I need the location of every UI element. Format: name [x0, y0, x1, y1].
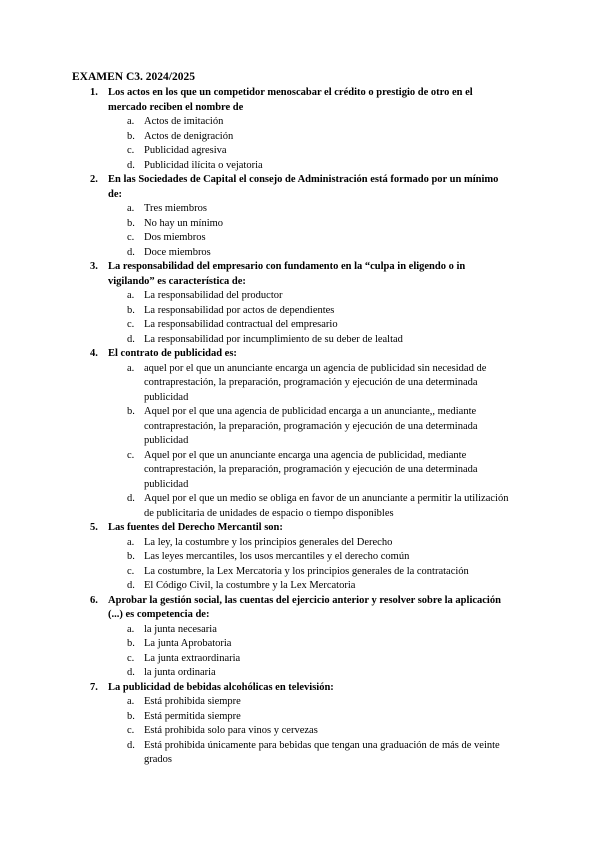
answer-options	[0, 536, 600, 594]
question-text: Las fuentes del Derecho Mercantil son:	[108, 522, 283, 533]
option-text: Publicidad ilícita o vejatoria	[144, 159, 263, 171]
question-number: 6.	[90, 594, 98, 606]
option-text: La responsabilidad por actos de dependientes	[144, 304, 335, 316]
answer-option	[0, 217, 600, 232]
answer-option	[0, 318, 600, 333]
question-list	[0, 86, 600, 768]
option-text: No hay un mínimo	[144, 217, 224, 229]
option-text: Está permitida siempre	[144, 710, 241, 722]
option-letter: a.	[127, 623, 135, 635]
option-letter: c.	[127, 652, 135, 664]
option-letter: d.	[127, 159, 135, 171]
answer-option	[0, 289, 600, 304]
answer-option	[0, 333, 600, 348]
option-text: Tres miembros	[144, 203, 207, 214]
question-number: 7.	[90, 681, 98, 693]
option-letter: d.	[127, 739, 135, 751]
option-text: Doce miembros	[144, 246, 211, 258]
question-number: 5.	[90, 522, 98, 533]
answer-option	[0, 449, 600, 493]
answer-option	[0, 246, 600, 261]
answer-option	[0, 695, 600, 710]
option-letter: b.	[127, 217, 135, 229]
answer-option	[0, 739, 600, 768]
question-7	[0, 681, 600, 768]
option-text: Aquel por el que una agencia de publicidad encarga a un anunciante,, mediante contraprestación, la preparación, programación y ejecución de una determinada publicidad	[144, 406, 478, 446]
answer-options	[0, 362, 600, 522]
answer-option	[0, 492, 600, 521]
option-letter: c.	[127, 449, 135, 461]
option-text: Aquel por el que un anunciante encarga una agencia de publicidad, mediante contraprestación, la preparación, programación y ejecución de una determinada publicidad	[144, 449, 478, 490]
option-letter: d.	[127, 667, 135, 678]
question-number: 3.	[90, 261, 98, 272]
question-text: El contrato de publicidad es:	[108, 348, 237, 359]
question-1	[0, 86, 600, 173]
option-letter: b.	[127, 130, 135, 142]
option-letter: c.	[127, 145, 135, 156]
option-letter: a.	[127, 290, 135, 301]
option-letter: d.	[127, 246, 135, 258]
answer-option	[0, 362, 600, 406]
question-text: Aprobar la gestión social, las cuentas del ejercicio anterior y resolver sobre la aplicación (...) es competencia de:	[108, 594, 501, 620]
option-text: Actos de denigración	[144, 130, 234, 142]
answer-options	[0, 115, 600, 173]
option-letter: c.	[127, 725, 135, 736]
option-text: Está prohibida siempre	[144, 696, 241, 707]
option-text: Está prohibida únicamente para bebidas que tengan una graduación de más de veinte grados	[144, 739, 500, 765]
exam-title: EXAMEN C3. 2024/2025	[72, 71, 195, 83]
question-number: 2.	[90, 174, 98, 185]
answer-option	[0, 550, 600, 565]
option-text: La responsabilidad del productor	[144, 290, 283, 301]
answer-option	[0, 405, 600, 449]
answer-option	[0, 637, 600, 652]
option-text: Publicidad agresiva	[144, 145, 227, 156]
question-text: En las Sociedades de Capital el consejo de Administración está formado por un mínimo de:	[108, 174, 499, 200]
answer-options	[0, 202, 600, 260]
option-text: El Código Civil, la costumbre y la Lex Mercatoria	[144, 580, 356, 591]
option-text: Dos miembros	[144, 232, 206, 243]
option-letter: d.	[127, 333, 135, 345]
answer-option	[0, 130, 600, 145]
answer-option	[0, 724, 600, 739]
answer-options	[0, 695, 600, 768]
option-letter: b.	[127, 406, 135, 417]
answer-option	[0, 710, 600, 725]
answer-option	[0, 144, 600, 159]
option-letter: a.	[127, 362, 135, 374]
option-text: La junta Aprobatoria	[144, 638, 232, 649]
option-letter: c.	[127, 565, 135, 577]
option-letter: a.	[127, 536, 135, 548]
question-number: 4.	[90, 348, 98, 359]
answer-option	[0, 579, 600, 594]
option-text: aquel por el que un anunciante encarga un agencia de publicidad sin necesidad de contraprestación, la preparación, programación y ejecución de una determinada publicidad	[144, 362, 487, 403]
option-letter: b.	[127, 638, 135, 649]
question-text: Los actos en los que un competidor menoscabar el crédito o prestigio de otro en el mercado reciben el nombre de	[108, 87, 473, 113]
option-text: Las leyes mercantiles, los usos mercantiles y el derecho común	[144, 551, 410, 562]
answer-option	[0, 652, 600, 667]
option-text: La junta extraordinaria	[144, 652, 241, 664]
option-letter: a.	[127, 203, 135, 214]
question-5	[0, 521, 600, 594]
option-text: Actos de imitación	[144, 116, 224, 127]
answer-options	[0, 623, 600, 681]
option-letter: c.	[127, 232, 135, 243]
option-text: La costumbre, la Lex Mercatoria y los principios generales de la contratación	[144, 565, 469, 577]
option-text: la junta necesaria	[144, 623, 217, 635]
option-letter: a.	[127, 116, 135, 127]
answer-option	[0, 231, 600, 246]
answer-option	[0, 304, 600, 319]
option-text: Aquel por el que un medio se obliga en favor de un anunciante a permitir la utilización de publicitaria de unidades de espacio o tiempo disponibles	[144, 493, 509, 519]
option-letter: a.	[127, 696, 135, 707]
question-4	[0, 347, 600, 521]
option-text: la junta ordinaria	[144, 667, 216, 678]
option-letter: b.	[127, 304, 135, 316]
answer-option	[0, 666, 600, 681]
answer-option	[0, 536, 600, 551]
option-letter: c.	[127, 319, 135, 330]
option-letter: d.	[127, 493, 135, 504]
option-text: La responsabilidad contractual del empresario	[144, 319, 338, 330]
question-text: La responsabilidad del empresario con fundamento en la “culpa in eligendo o in vigilando” es característica de:	[108, 261, 466, 287]
answer-option	[0, 115, 600, 130]
option-text: La responsabilidad por incumplimiento de su deber de lealtad	[144, 333, 403, 345]
answer-options	[0, 289, 600, 347]
option-text: La ley, la costumbre y los principios generales del Derecho	[144, 536, 393, 548]
answer-option	[0, 623, 600, 638]
answer-option	[0, 565, 600, 580]
option-text: Está prohibida solo para vinos y cervezas	[144, 725, 318, 736]
question-text: La publicidad de bebidas alcohólicas en televisión:	[108, 681, 334, 693]
question-6	[0, 594, 600, 681]
option-letter: d.	[127, 580, 135, 591]
question-number: 1.	[90, 87, 98, 98]
option-letter: b.	[127, 710, 135, 722]
answer-option	[0, 159, 600, 174]
answer-option	[0, 202, 600, 217]
question-2	[0, 173, 600, 260]
option-letter: b.	[127, 551, 135, 562]
question-3	[0, 260, 600, 347]
